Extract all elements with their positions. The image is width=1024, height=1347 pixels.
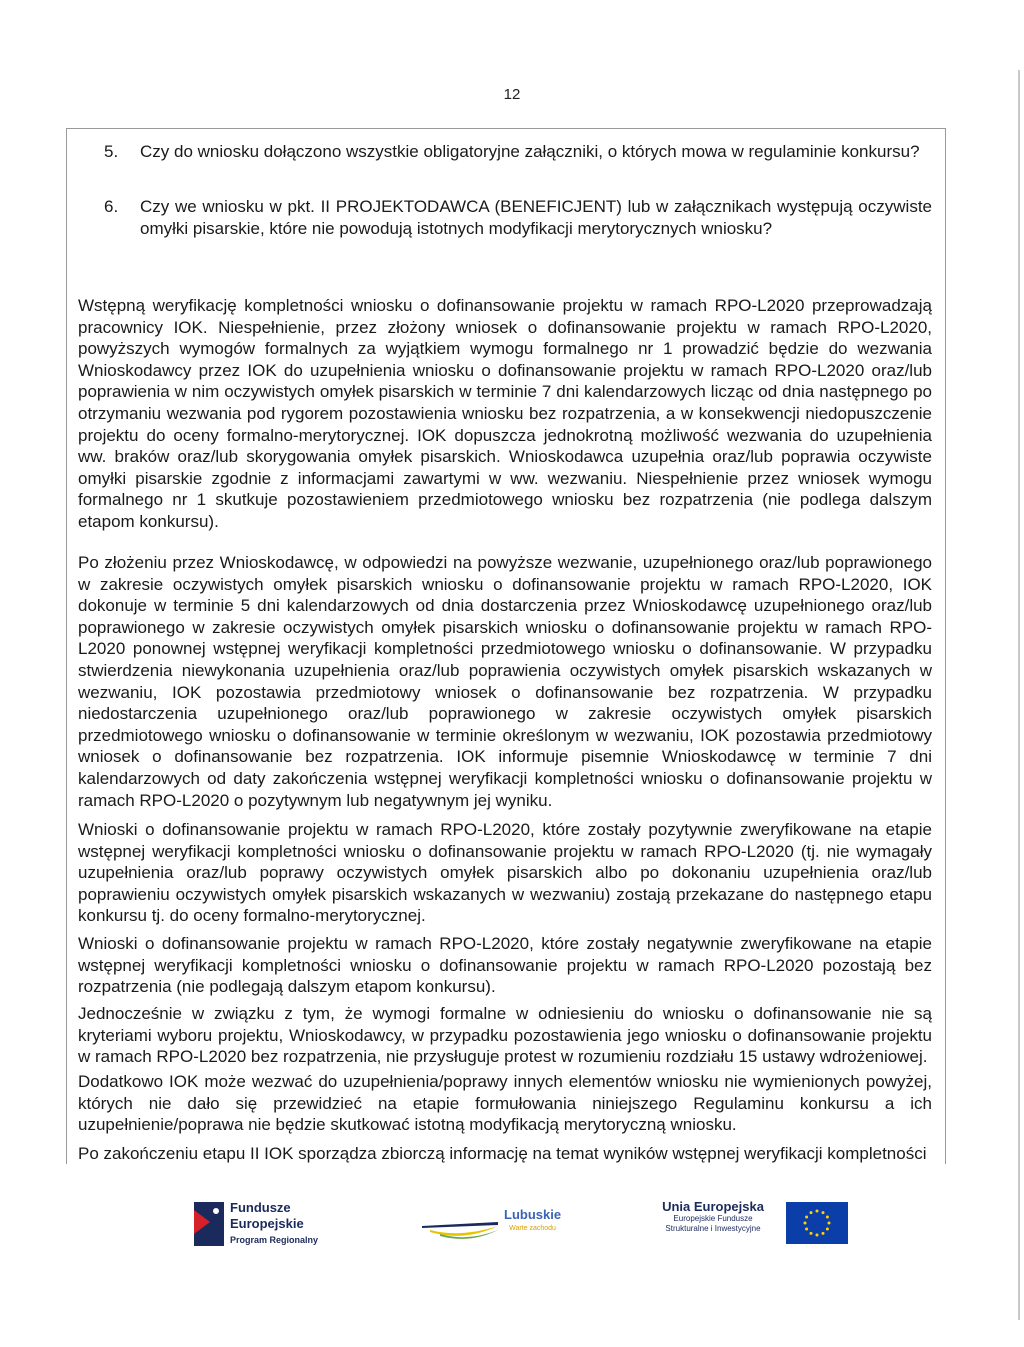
unia-europejska-logo bbox=[650, 1200, 850, 1250]
question-text: Czy do wniosku dołączono wszystkie obligatoryjne załączniki, o których mowa w regulaminie konkursu? bbox=[140, 142, 920, 161]
fe-emblem-icon bbox=[194, 1202, 224, 1246]
fe-line3: Program Regionalny bbox=[230, 1235, 319, 1245]
page-edge-shadow bbox=[1018, 70, 1020, 1320]
paragraph-resubmission: Po złożeniu przez Wnioskodawcę, w odpowiedzi na powyższe wezwanie, uzupełnionego oraz/lub poprawionego w zakresie oczywistych omyłek pisarskich wniosku o dofinansowanie projektu w ramach RPO-L2020, IOK dokonuje w terminie 5 dni kalendarzowych od dnia dostarczenia przez Wnioskodawcę uzupełnionego oraz/lub poprawionego w zakresie oczywistych omyłek pisarskich wniosku o dofinansowanie projektu w ramach RPO-L2020 ponownej wstępnej weryfikacji kompletności przedmiotowego wniosku o dofinansowanie. W przypadku stwierdzenia niewykonania uzupełnienia oraz/lub poprawienia oczywistych omyłek pisarskich wskazanych w wezwaniu, IOK pozostawia przedmiotowy wniosek o dofinansowanie bez rozpatrzenia. W przypadku niedostarczenia uzupełnionego oraz/lub poprawionego w zakresie oczywistych omyłek pisarskich przedmiotowego wniosku o dofinansowanie w terminie określonym w wezwaniu, IOK pozostawia przedmiotowy wniosek o dofinansowanie bez rozpatrzenia. IOK informuje pisemnie Wnioskodawcę w terminie 7 dni kalendarzowych od daty zakończenia wstępnej weryfikacji kompletności wniosku o dofinansowanie projektu w ramach RPO-L2020 o pozytywnym lub negatywnym jej wyniku. bbox=[78, 553, 932, 810]
ue-line2: Europejskie Fundusze bbox=[673, 1214, 753, 1223]
question-6 bbox=[104, 196, 932, 239]
question-number: 5. bbox=[104, 142, 119, 161]
fundusze-europejskie-logo bbox=[194, 1200, 344, 1250]
paragraph-additional: Dodatkowo IOK może wezwać do uzupełnienia/poprawy innych elementów wniosku nie wymienionych powyżej, których nie dało się przewidzieć na etapie formułowania niniejszego Regulaminu konkursu a ich uzupełnienie/poprawa nie będzie skutkować istotną modyfikacją merytoryczną wniosku. bbox=[78, 1072, 932, 1135]
fe-line2: Europejskie bbox=[230, 1216, 304, 1231]
question-5 bbox=[104, 141, 932, 163]
paragraph-no-protest: Jednocześnie w związku z tym, że wymogi formalne w odniesieniu do wniosku o dofinansowanie nie są kryteriami wyboru projektu, Wnioskodawcy, w przypadku pozostawienia jego wniosku o dofinansowanie projektu w ramach RPO-L2020 bez rozpatrzenia, nie przysługuje protest w rozumieniu rozdziału 15 ustawy wdrożeniowej. bbox=[78, 1004, 932, 1067]
question-number: 6. bbox=[104, 197, 119, 216]
page-number: 12 bbox=[503, 86, 521, 103]
fe-line1: Fundusze bbox=[230, 1200, 291, 1215]
footer-logos bbox=[0, 1196, 1024, 1256]
paragraph-summary-start: Po zakończeniu etapu II IOK sporządza zbiorczą informację na temat wyników wstępnej weryfikacji kompletności bbox=[78, 1144, 927, 1163]
paragraph-positive: Wnioski o dofinansowanie projektu w ramach RPO-L2020, które zostały pozytywnie zweryfikowane na etapie wstępnej weryfikacji kompletności wniosku o dofinansowanie projektu w ramach RPO-L2020 (tj. nie wymagały uzupełnienia oraz/lub poprawy oczywistych omyłek pisarskich albo po dokonaniu uzupełnienia oraz/lub poprawieniu oczywistych omyłek pisarskich wskazanych w wezwaniu) zostają przekazane do następnego etapu konkursu tj. do oceny formalno-merytorycznej. bbox=[78, 820, 932, 926]
ue-line3: Strukturalne i Inwestycyjne bbox=[665, 1224, 761, 1233]
paragraph-negative: Wnioski o dofinansowanie projektu w ramach RPO-L2020, które zostały negatywnie zweryfikowane na etapie wstępnej weryfikacji kompletności wniosku o dofinansowanie projektu w ramach RPO-L2020 pozostają bez rozpatrzenia (nie podlegają dalszym etapom konkursu). bbox=[78, 934, 932, 997]
eu-flag-icon bbox=[786, 1202, 848, 1244]
question-text: Czy we wniosku w pkt. II PROJEKTODAWCA (BENEFICJENT) lub w załącznikach występują oczywiste omyłki pisarskie, które nie powodują istotnych modyfikacji merytorycznych wniosku? bbox=[140, 197, 932, 238]
paragraph-initial-verification: Wstępną weryfikację kompletności wniosku o dofinansowanie projektu w ramach RPO-L2020 przeprowadzają pracownicy IOK. Niespełnienie, przez złożony wniosek o dofinansowanie projektu w ramach RPO-L2020, powyższych wymogów formalnych za wyjątkiem wymogu formalnego nr 1 prowadzić będzie do wezwania Wnioskodawcy przez IOK do uzupełnienia wniosku o dofinansowanie projektu w ramach RPO-L2020 oraz/lub poprawienia w nim oczywistych omyłek pisarskich w terminie 7 dni kalendarzowych licząc od dnia następnego po otrzymaniu wezwania pod rygorem pozostawienia wniosku bez rozpatrzenia, a w konsekwencji niedopuszczenie projektu do oceny formalno-merytorycznej. IOK dopuszcza jednokrotną możliwość wezwania do uzupełnienia ww. braków oraz/lub skorygowania omyłek pisarskich. Wnioskodawca uzupełnia oraz/lub poprawia oczywiste omyłki pisarskie zgodnie z informacjami zawartymi w ww. wezwaniu. Niespełnienie przez wniosek wymogu formalnego nr 1 skutkuje pozostawieniem przedmiotowego wniosku bez rozpatrzenia (nie podlega dalszym etapom konkursu). bbox=[78, 296, 932, 531]
lubuskie-logo bbox=[420, 1208, 570, 1244]
lubuskie-tagline: Warte zachodu bbox=[509, 1225, 556, 1232]
ue-line1: Unia Europejska bbox=[662, 1199, 764, 1214]
lubuskie-name: Lubuskie bbox=[504, 1207, 562, 1222]
lubuskie-swoosh-icon bbox=[420, 1208, 500, 1244]
